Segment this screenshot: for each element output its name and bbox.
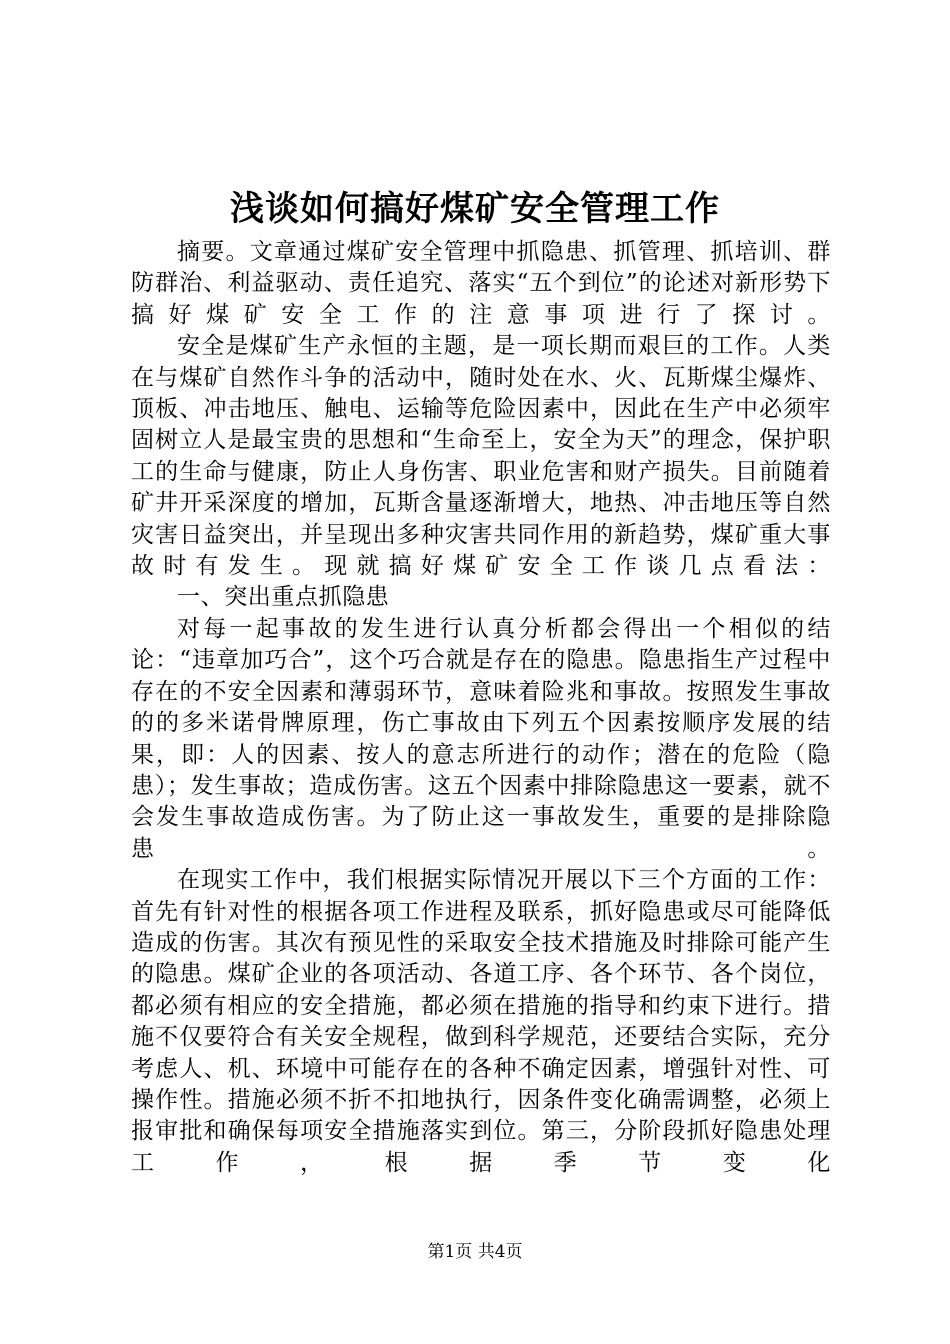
intro-paragraph: 安全是煤矿生产永恒的主题，是一项长期而艰巨的工作。人类在与煤矿自然作斗争的活动中，随时处在水、火、瓦斯煤尘爆炸、顶板、冲击地压、触电、运输等危险因素中，因此在生产中必须牢固树立人是最宝贵的思想和“生命至上，安全为天”的理念，保护职工的生命与健康，防止人身伤害、职业危害和财产损失。目前随着矿井开采深度的增加，瓦斯含量逐渐增大，地热、冲击地压等自然灾害日益突出，并呈现出多种灾害共同作用的新趋势，煤矿重大事故时有发生。现就搞好煤矿安全工作谈几点看法： xyxy=(131,333,831,580)
abstract-paragraph: 摘要。文章通过煤矿安全管理中抓隐患、抓管理、抓培训、群防群治、利益驱动、责任追究、落实“五个到位”的论述对新形势下搞好煤矿安全工作的注意事项进行了探讨。 xyxy=(131,239,831,328)
document-title: 浅谈如何搞好煤矿安全管理工作 xyxy=(230,189,720,229)
page-footer: 第1页 共4页 xyxy=(427,1242,523,1262)
section-heading: 一、突出重点抓隐患 xyxy=(177,584,390,611)
body-paragraph: 对每一起事故的发生进行认真分析都会得出一个相似的结论：“违章加巧合”，这个巧合就是存在的隐患。隐患指生产过程中存在的不安全因素和薄弱环节，意味着险兆和事故。按照发生事故的的多米诺骨牌原理，伤亡事故由下列五个因素按顺序发展的结果，即：人的因素、按人的意志所进行的动作；潜在的危险（隐患）；发生事故；造成伤害。这五个因素中排除隐患这一要素，就不会发生事故造成伤害。为了防止这一事故发生，重要的是排除隐患。 xyxy=(131,615,831,862)
document-body xyxy=(131,237,831,1179)
body-paragraph: 在现实工作中，我们根据实际情况开展以下三个方面的工作：首先有针对性的根据各项工作进程及联系，抓好隐患或尽可能降低造成的伤害。其次有预见性的采取安全技术措施及时排除可能产生的隐患。煤矿企业的各项活动、各道工序、各个环节、各个岗位，都必须有相应的安全措施，都必须在措施的指导和约束下进行。措施不仅要符合有关安全规程，做到科学规范，还要结合实际，充分考虑人、机、环境中可能存在的各种不确定因素，增强针对性、可操作性。措施必须不折不扣地执行，因条件变化确需调整，必须上报审批和确保每项安全措施落实到位。第三，分阶段抓好隐患处理工作，根据季节变化 xyxy=(131,867,831,1176)
